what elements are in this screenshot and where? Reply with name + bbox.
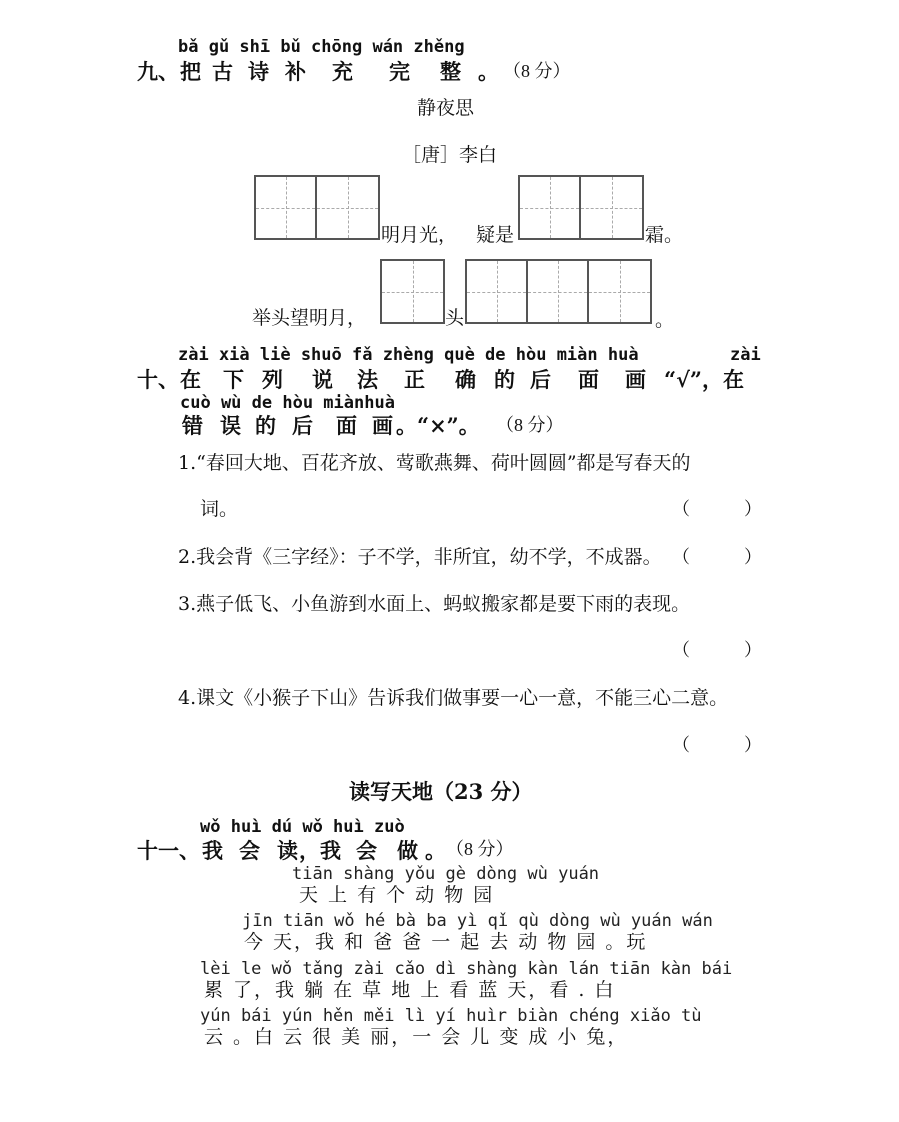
q10-title-char: 在 <box>180 367 201 392</box>
q9-title-char: 诗 <box>248 59 269 84</box>
q10-pinyin: zài xià liè shuō fǎ zhèng què de hòu miàn huà <box>178 345 639 365</box>
q10-title-char: 画 <box>625 367 646 392</box>
q10-title-char: 画 <box>372 413 393 438</box>
q11-title-char: 做 <box>397 838 418 863</box>
q10-pinyin: cuò wù de hòu miànhuà <box>180 393 395 413</box>
q10-title-char: 法 <box>357 367 378 392</box>
writing-grid-1[interactable] <box>380 259 445 324</box>
q11-title-char: ，我 <box>299 838 341 863</box>
writing-cell[interactable] <box>520 177 581 238</box>
writing-cell[interactable] <box>382 261 443 322</box>
q9-number: 九、 <box>137 59 179 84</box>
story-title-pinyin: tiān shàng yǒu gè dòng wù yuán <box>292 864 600 884</box>
q11-title-char: 会 <box>239 838 260 863</box>
q10-title-char: 后 <box>530 367 551 392</box>
q10-pinyin: zài <box>730 345 761 365</box>
q10-item-text: 1.“春回大地、百花齐放、莺歌燕舞、荷叶圆圆”都是写春天的 <box>178 452 691 474</box>
q10-title-char: 列 <box>262 367 283 392</box>
answer-parentheses[interactable]: （ ） <box>672 499 762 519</box>
writing-cell[interactable] <box>317 177 378 238</box>
story-line-pinyin: jīn tiān wǒ hé bà ba yì qǐ qù dòng wù yuán wán <box>242 911 713 931</box>
q9-title-char: 。 <box>478 59 499 84</box>
q10-title-char: 正 <box>404 367 425 392</box>
writing-cell[interactable] <box>467 261 528 322</box>
q10-title-char: 面 <box>336 413 357 438</box>
q10-title-tail: “√”，在 <box>664 367 744 392</box>
story-line-pinyin: yún bái yún hěn měi lì yí huìr biàn chéng xiǎo tù <box>200 1006 702 1026</box>
story-title: 天 上 有 个 动 物 园 <box>299 884 495 906</box>
story-line-text: 云 。白 云 很 美 丽，一 会 儿 变 成 小 兔， <box>204 1026 629 1048</box>
q10-item-text: 词。 <box>200 498 239 520</box>
q11-title-char: 读 <box>277 838 298 863</box>
q11-score: （8 分） <box>446 839 514 859</box>
q10-title-char: 说 <box>312 367 333 392</box>
q11-title-char: 。 <box>425 838 446 863</box>
answer-parentheses[interactable]: （ ） <box>672 735 762 755</box>
poem-author: ［唐］李白 <box>402 144 498 166</box>
q10-item-text: 3.燕子低飞、小鱼游到水面上、蚂蚁搬家都是要下雨的表现。 <box>178 593 691 615</box>
writing-cell[interactable] <box>581 177 642 238</box>
q10-score: （8 分） <box>496 415 564 435</box>
poem-line2-end: 。 <box>655 309 675 331</box>
q11-pinyin: wǒ huì dú wǒ huì zuò <box>200 817 405 837</box>
writing-grid-3[interactable] <box>465 259 652 324</box>
writing-cell[interactable] <box>589 261 650 322</box>
poem-title: 静夜思 <box>417 97 475 119</box>
q9-title-char: 古 <box>212 59 233 84</box>
q9-title-char: 补 <box>285 59 306 84</box>
poem-line1-end: 霜。 <box>645 224 684 246</box>
q10-title-char: 后 <box>292 413 313 438</box>
q10-title-char: 确 <box>455 367 476 392</box>
q10-item-text: 4.课文《小猴子下山》告诉我们做事要一心一意，不能三心二意。 <box>178 687 729 709</box>
q11-number: 十一、 <box>137 838 200 863</box>
q10-item-text: 2.我会背《三字经》：子不学，非所宜，幼不学，不成器。 <box>178 546 662 568</box>
story-line-pinyin: lèi le wǒ tǎng zài cǎo dì shàng kàn lán tiān kàn bái <box>200 959 733 979</box>
q11-title-char: 会 <box>356 838 377 863</box>
q9-score: （8 分） <box>503 61 571 81</box>
q10-title-char: 面 <box>578 367 599 392</box>
story-line-text: 今 天，我 和 爸 爸 一 起 去 动 物 园 。玩 <box>244 931 648 953</box>
q10-title-char: 的 <box>494 367 515 392</box>
writing-grid-2[interactable] <box>518 175 644 240</box>
q11-title-char: 我 <box>202 838 223 863</box>
q9-title-char: 完 <box>389 59 410 84</box>
q9-title-char: 把 <box>180 59 201 84</box>
poem-line2-text: 头 <box>445 307 465 329</box>
q9-pinyin: bǎ gǔ shī bǔ chōng wán zhěng <box>178 37 465 57</box>
q10-title-char: 误 <box>220 413 241 438</box>
poem-line1-text: 疑是 <box>476 224 515 246</box>
q10-title-char: 下 <box>223 367 244 392</box>
q10-title-tail: 。“×”。 <box>396 413 480 438</box>
story-line-text: 累 了，我 躺 在 草 地 上 看 蓝 天，看 . 白 <box>204 979 616 1001</box>
q9-title-char: 整 <box>440 59 461 84</box>
poem-line2-text: 举头望明月， <box>252 307 367 329</box>
poem-line1-text: 明月光， <box>381 224 458 246</box>
writing-grid-2[interactable] <box>254 175 380 240</box>
q10-title-char: 错 <box>182 413 203 438</box>
q9-title-char: 充 <box>332 59 353 84</box>
writing-cell[interactable] <box>256 177 317 238</box>
q10-title-char: 的 <box>255 413 276 438</box>
q10-number: 十、 <box>137 367 179 392</box>
section-title: 读写天地（23 分） <box>349 779 533 804</box>
writing-cell[interactable] <box>528 261 589 322</box>
answer-parentheses[interactable]: （ ） <box>672 547 762 567</box>
answer-parentheses[interactable]: （ ） <box>672 640 762 660</box>
